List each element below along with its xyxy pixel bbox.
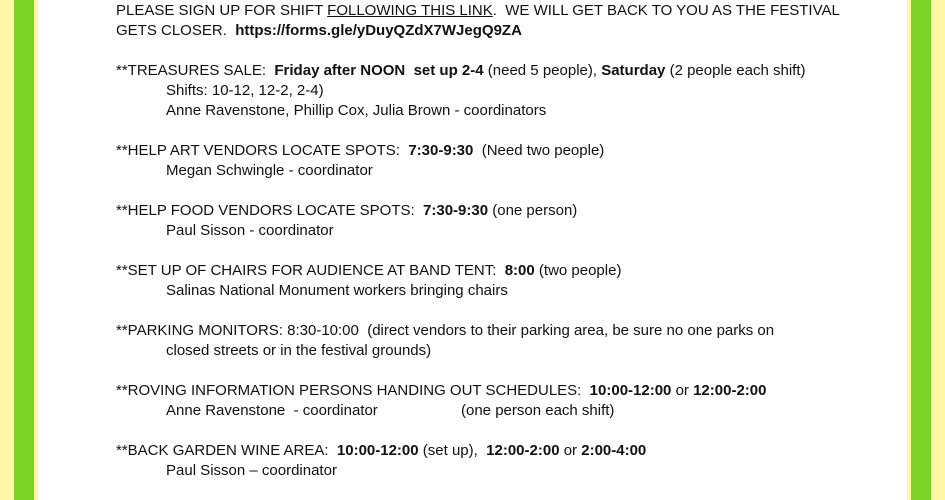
treasures-heading bbox=[116, 61, 876, 81]
roving-or: or bbox=[671, 382, 694, 399]
roving-need: (one person each shift) bbox=[461, 402, 615, 419]
treasures-title: **TREASURES SALE: bbox=[116, 62, 275, 79]
art-time: 7:30-9:30 bbox=[408, 142, 474, 159]
document-page bbox=[38, 0, 907, 500]
roving-time-2: 12:00-2:00 bbox=[693, 382, 767, 399]
chairs-note: Salinas National Monument workers bringing chairs bbox=[166, 282, 508, 299]
intro-text: GETS CLOSER. bbox=[116, 22, 236, 39]
parking-heading: **PARKING MONITORS: 8:30-10:00 (direct vendors to their parking area, be sure no one parks on bbox=[116, 322, 775, 339]
wine-heading bbox=[116, 441, 876, 461]
roving-coordinator: Anne Ravenstone - coordinator bbox=[166, 402, 378, 419]
treasures-saturday: Saturday bbox=[601, 62, 666, 79]
intro-text: PLEASE SIGN UP FOR SHIFT bbox=[116, 2, 328, 19]
parking-note: closed streets or in the festival grounds) bbox=[166, 342, 432, 359]
roving-coordinator-line bbox=[116, 401, 876, 421]
document-body bbox=[116, 0, 876, 481]
chairs-heading bbox=[116, 261, 876, 281]
art-title: **HELP ART VENDORS LOCATE SPOTS: bbox=[116, 142, 409, 159]
intro-line-2 bbox=[116, 21, 876, 41]
treasures-shift-note: (2 people each shift) bbox=[665, 62, 806, 79]
wine-coordinator: Paul Sisson – coordinator bbox=[166, 462, 337, 479]
roving-title: **ROVING INFORMATION PERSONS HANDING OUT SCHEDULES: bbox=[116, 382, 590, 399]
treasures-friday: Friday after NOON set up 2-4 bbox=[274, 62, 484, 79]
chairs-time: 8:00 bbox=[504, 262, 535, 279]
right-green-border bbox=[911, 0, 931, 500]
food-time: 7:30-9:30 bbox=[423, 202, 489, 219]
wine-time-3: 2:00-4:00 bbox=[581, 442, 647, 459]
intro-text: . WE WILL GET BACK TO YOU AS THE FESTIVAL bbox=[492, 2, 840, 19]
treasures-shifts: Shifts: 10-12, 12-2, 2-4) bbox=[166, 82, 324, 99]
roving-heading bbox=[116, 381, 876, 401]
food-coordinator: Paul Sisson - coordinator bbox=[166, 222, 334, 239]
food-heading bbox=[116, 201, 876, 221]
wine-or: or bbox=[559, 442, 582, 459]
intro-line-1 bbox=[116, 1, 876, 21]
food-title: **HELP FOOD VENDORS LOCATE SPOTS: bbox=[116, 202, 424, 219]
art-need: (Need two people) bbox=[473, 142, 605, 159]
signup-url[interactable]: https://forms.gle/yDuyQZdX7WJegQ9ZA bbox=[235, 22, 522, 39]
art-heading bbox=[116, 141, 876, 161]
wine-time-1: 10:00-12:00 bbox=[336, 442, 419, 459]
treasures-coordinators: Anne Ravenstone, Phillip Cox, Julia Brown - coordinators bbox=[166, 102, 547, 119]
chairs-need: (two people) bbox=[534, 262, 622, 279]
treasures-need: (need 5 people), bbox=[483, 62, 602, 79]
wine-time-2: 12:00-2:00 bbox=[486, 442, 560, 459]
wine-setup: (set up), bbox=[418, 442, 487, 459]
signup-link[interactable]: FOLLOWING THIS LINK bbox=[327, 2, 493, 19]
wine-title: **BACK GARDEN WINE AREA: bbox=[116, 442, 337, 459]
food-need: (one person) bbox=[488, 202, 578, 219]
roving-time-1: 10:00-12:00 bbox=[589, 382, 672, 399]
chairs-title: **SET UP OF CHAIRS FOR AUDIENCE AT BAND TENT: bbox=[116, 262, 505, 279]
art-coordinator: Megan Schwingle - coordinator bbox=[166, 162, 373, 179]
left-green-border bbox=[14, 0, 34, 500]
